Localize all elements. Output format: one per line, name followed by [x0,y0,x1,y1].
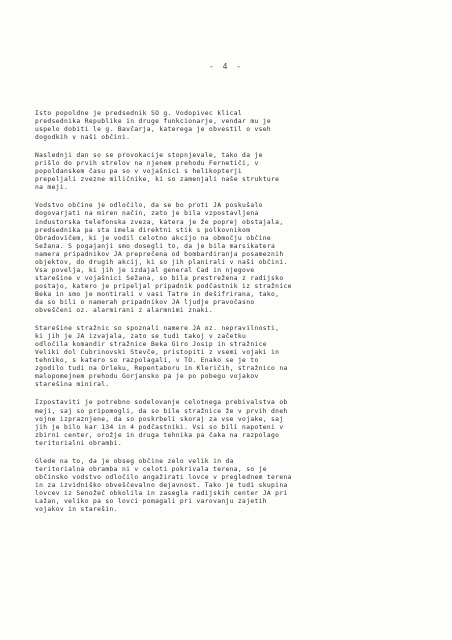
text-line: Izpostaviti je potrebno sodelovanje celotnega prebivalstva ob [35,399,288,407]
text-line: Obradovičem, ki je vodil celotno akcijo na območju občine [35,234,272,242]
text-line: teritorialna obramba ni v celoti pokrivala terena, so je [35,465,267,473]
text-line: Veliki dol Čubrinovski Stevče, pristopiti z vsemi vojaki in [35,349,280,357]
text-line: popoldanskem času pa so v vojašnici s helikopterji [35,168,243,176]
text-line: Vodstvo občine je odločilo, da se bo proti JA poskušalo [35,202,263,210]
text-line: meji, saj so pripomogli, da so bile stražnice že v prvih dneh [35,407,288,415]
document-body [35,110,423,524]
text-line: Naslednji dan so se provokacije stopnjevale, tako da je [35,152,263,160]
paragraph [35,399,423,447]
page-number: - 4 - [208,62,244,71]
text-line: ki jih je JA izvajala, zato se tudi takoj v začetku [35,333,247,341]
text-line: postajo, katero je pripeljal pripadnik podčastnik iz stražnice [35,282,292,290]
text-line: starešine v vojašnici Sežana, so bila prestrežena z radijsko [35,274,284,282]
text-line: Starešine stražnic so spoznali namere JA oz. nepravilnosti, [35,325,280,333]
text-line: in za izvidniško obveščevalno dejavnost. Tako je tudi skupina [35,481,288,489]
paragraph [35,325,423,389]
text-line: Sežana. S pogajanji smo dosegli to, da je bila marsikatera [35,242,276,250]
text-line: uspelo dobiti le g. Bavčarja, katerega je obvestil o vseh [35,126,272,134]
text-line: na meji. [35,184,69,192]
paragraph [35,110,423,142]
text-line: Lažan, veliko pa so lovci pomagali pri varovanju zajetih [35,497,267,505]
text-line: vojakov in starešin. [35,506,118,514]
text-line: Isto popoldne je predsednik SO g. Vodopivec klical [35,110,243,117]
text-line: Vsa povelja, ki jih je izdajal general Čad in njegove [35,266,255,274]
text-line: predsednika Republike in druge funkcionarje, vendar mu je [35,118,272,126]
text-line: starešina miniral. [35,381,110,389]
text-line: občinsko vodstvo odločilo angažirati lovce v preglednem terena [35,473,292,481]
text-line: namera pripadnikov JA preprečena od bombardiranja posameznih [35,250,284,258]
text-line: da so bili o namerah pripadnikov JA ljudje pravočasno [35,298,255,306]
text-line: Glede na to, da je obseg občine zelo velik in da [35,457,234,465]
text-line: predsednika pa sta imela direktni stik s polkovnikom [35,226,251,234]
text-line: jih je bilo kar 134 in 4 podčastniki. Vsi so bili napoteni v [35,423,284,431]
text-line: prišlo do prvih strelov na njenem prehodu Fernetiči, v [35,160,259,168]
paragraph [35,152,423,192]
paragraph [35,202,423,315]
text-line: teritorialni obrambi. [35,439,122,447]
text-line: dogovarjati na miren način, zato je bila vzpostavljena [35,210,259,218]
text-line: dogodkih v naši občini. [35,134,131,142]
text-line: prepeljali zvezne miličnike, ki so zamenjali naše strukture [35,176,280,184]
text-line: Beka in smo je montirali v vasi Tatre in dešifrirana, tako, [35,290,280,298]
text-line: lovcev iz Senožeč obkolila in zasegla radijskih center JA pri [35,489,288,497]
text-line: zgodilo tudi na Orleku, Repentaboru in Kleričih, stražnico na [35,365,288,373]
text-line: industorska telefonska zveza, katera je že poprej obstajala, [35,218,284,226]
text-line: malopomejnem prehodu Gorjansko pa je po pobegu vojakov [35,373,259,381]
text-line: obveščeni oz. alarmirani z alarmnimi znaki. [35,307,214,315]
text-line: zbirni center, orožje in druga tehnika pa čaka na razpolago [35,431,280,439]
text-line: odločila komandir stražnice Beka Ğiro Josip in stražnice [35,341,267,349]
text-line: objektov, do drugih akcij, ki so jih planirali v naši občini. [35,258,288,266]
text-line: vojne izpraznjene, da so poskrbeli skoraj za vse vojake, saj [35,415,284,423]
paragraph [35,458,423,514]
text-line: tehniko, s katero so razpolagali, v TO. Enako se je to [35,357,259,365]
